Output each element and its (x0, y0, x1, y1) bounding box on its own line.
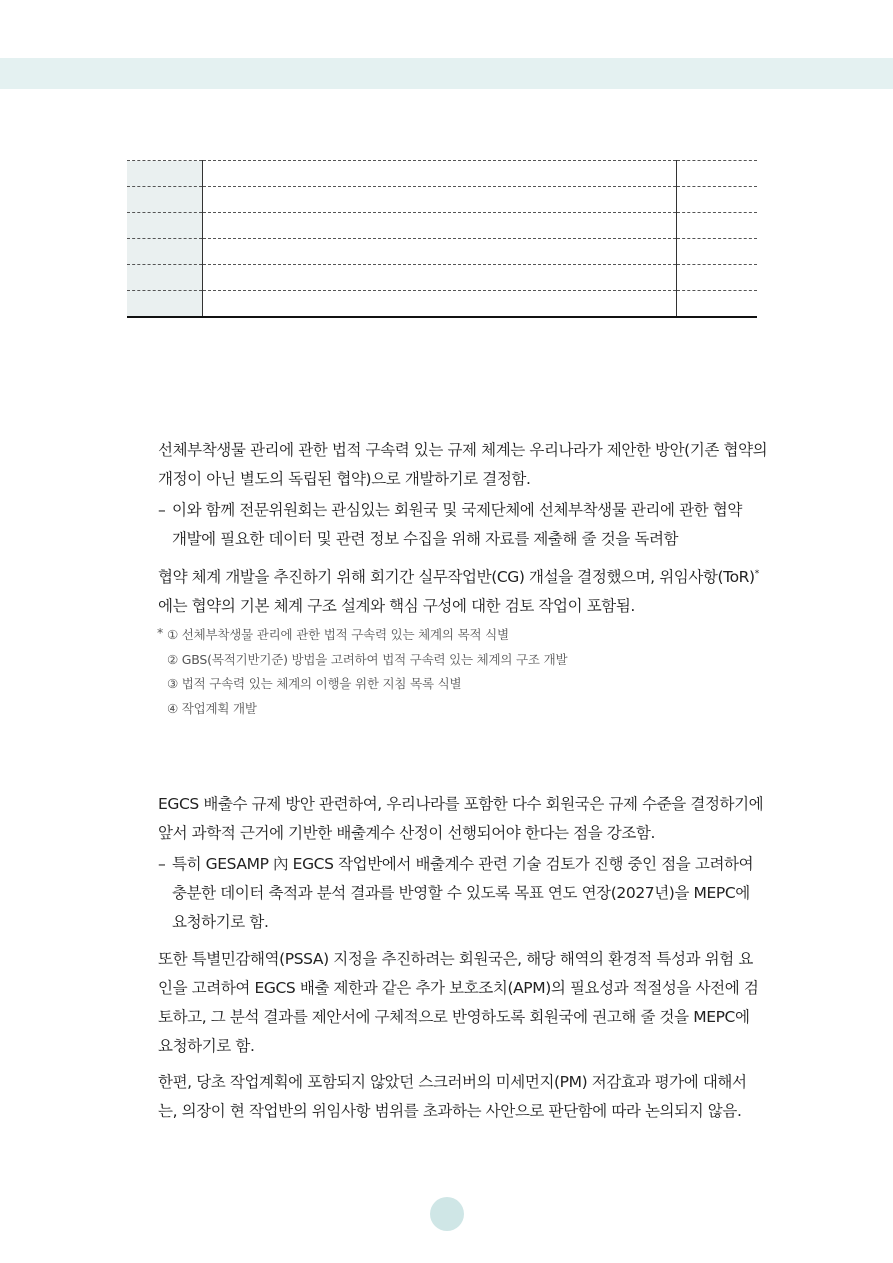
table-cell (677, 265, 758, 291)
text-line: 토하고, 그 분석 결과를 제안서에 구체적으로 반영하도록 회원국에 권고해 줄 것을 MEPC에 (158, 1008, 750, 1026)
table-cell (677, 213, 758, 239)
text-line: 협약 체계 개발을 추진하기 위해 회기간 실무작업반(CG) 개설을 결정했으며, 위임사항(ToR) (158, 568, 755, 586)
text-line: 또한 특별민감해역(PSSA) 지정을 추진하려는 회원국은, 해당 해역의 환경적 특성과 위험 요 (158, 950, 753, 968)
text-line: 한편, 당초 작업계획에 포함되지 않았던 스크러버의 미세먼지(PM) 저감효과 평가에 대해서 (158, 1073, 747, 1091)
table-cell (203, 161, 677, 187)
sub-item-gesamp (158, 850, 770, 937)
table-row (127, 239, 757, 265)
table-cell (203, 265, 677, 291)
paragraph-correspondence-group (158, 563, 770, 621)
table-cell (127, 187, 203, 213)
table-cell (127, 213, 203, 239)
text-line: 개발에 필요한 데이터 및 관련 정보 수집을 위해 자료를 제출해 줄 것을 독려함 (172, 530, 679, 548)
table-cell (203, 239, 677, 265)
table-cell (203, 213, 677, 239)
table-cell (677, 291, 758, 318)
text-line: 개정이 아닌 별도의 독립된 협약)으로 개발하기로 결정함. (158, 470, 531, 488)
page-number-badge (430, 1197, 464, 1231)
table-row (127, 265, 757, 291)
text-line: 요청하기로 함. (172, 913, 269, 931)
footnote-star: * (157, 625, 164, 640)
text-line: 충분한 데이터 축적과 분석 결과를 반영할 수 있도록 목표 연도 연장(2027년)을 MEPC에 (172, 884, 750, 902)
dash-bullet: – (158, 855, 166, 873)
text-line: 요청하기로 함. (158, 1037, 255, 1055)
dash-bullet: – (158, 501, 166, 519)
table-cell (127, 239, 203, 265)
table-cell (127, 265, 203, 291)
text-line: 에는 협약의 기본 체계 구조 설계와 핵심 구성에 대한 검토 작업이 포함됨. (158, 597, 635, 615)
footnote-item: ③ 법적 구속력 있는 체계의 이행을 위한 지침 목록 식별 (167, 676, 462, 691)
table-cell (203, 187, 677, 213)
text-line: 특히 GESAMP 內 EGCS 작업반에서 배출계수 관련 기술 검토가 진행 중인 점을 고려하여 (172, 855, 754, 873)
footnote-marker: * (754, 568, 759, 579)
table-cell (677, 239, 758, 265)
header-band (0, 58, 893, 89)
table-cell (127, 291, 203, 318)
text-line: 인을 고려하여 EGCS 배출 제한과 같은 추가 보호조치(APM)의 필요성과 적절성을 사전에 검 (158, 979, 759, 997)
sub-item-data-request (158, 496, 770, 554)
text-line: 앞서 과학적 근거에 기반한 배출계수 산정이 선행되어야 한다는 점을 강조함. (158, 824, 656, 842)
footnote-item: ① 선체부착생물 관리에 관한 법적 구속력 있는 체계의 목적 식별 (167, 627, 509, 642)
paragraph-hull-fouling-framework (158, 436, 770, 494)
table-cell (677, 161, 758, 187)
text-line: 선체부착생물 관리에 관한 법적 구속력 있는 규제 체계는 우리나라가 제안한 방안(기존 협약의 (158, 441, 768, 459)
table-row (127, 161, 757, 187)
summary-table (127, 160, 757, 318)
paragraph-egcs-discharge (158, 790, 770, 848)
footnote-item: ② GBS(목적기반기준) 방법을 고려하여 법적 구속력 있는 체계의 구조 개발 (167, 651, 568, 667)
paragraph-pssa (158, 945, 770, 1061)
table-row (127, 213, 757, 239)
table-cell (127, 161, 203, 187)
paragraph-scrubber-pm (158, 1068, 770, 1126)
footnote-tor-list (157, 623, 769, 721)
text-line: 는, 의장이 현 작업반의 위임사항 범위를 초과하는 사안으로 판단함에 따라 논의되지 않음. (158, 1102, 742, 1120)
footnote-item: ④ 작업계획 개발 (167, 700, 257, 716)
text-line: 이와 함께 전문위원회는 관심있는 회원국 및 국제단체에 선체부착생물 관리에 관한 협약 (172, 501, 742, 519)
table-cell (203, 291, 677, 318)
table-cell (677, 187, 758, 213)
text-line: EGCS 배출수 규제 방안 관련하여, 우리나라를 포함한 다수 회원국은 규제 수준을 결정하기에 (158, 795, 764, 813)
table-row (127, 187, 757, 213)
table-row (127, 291, 757, 318)
